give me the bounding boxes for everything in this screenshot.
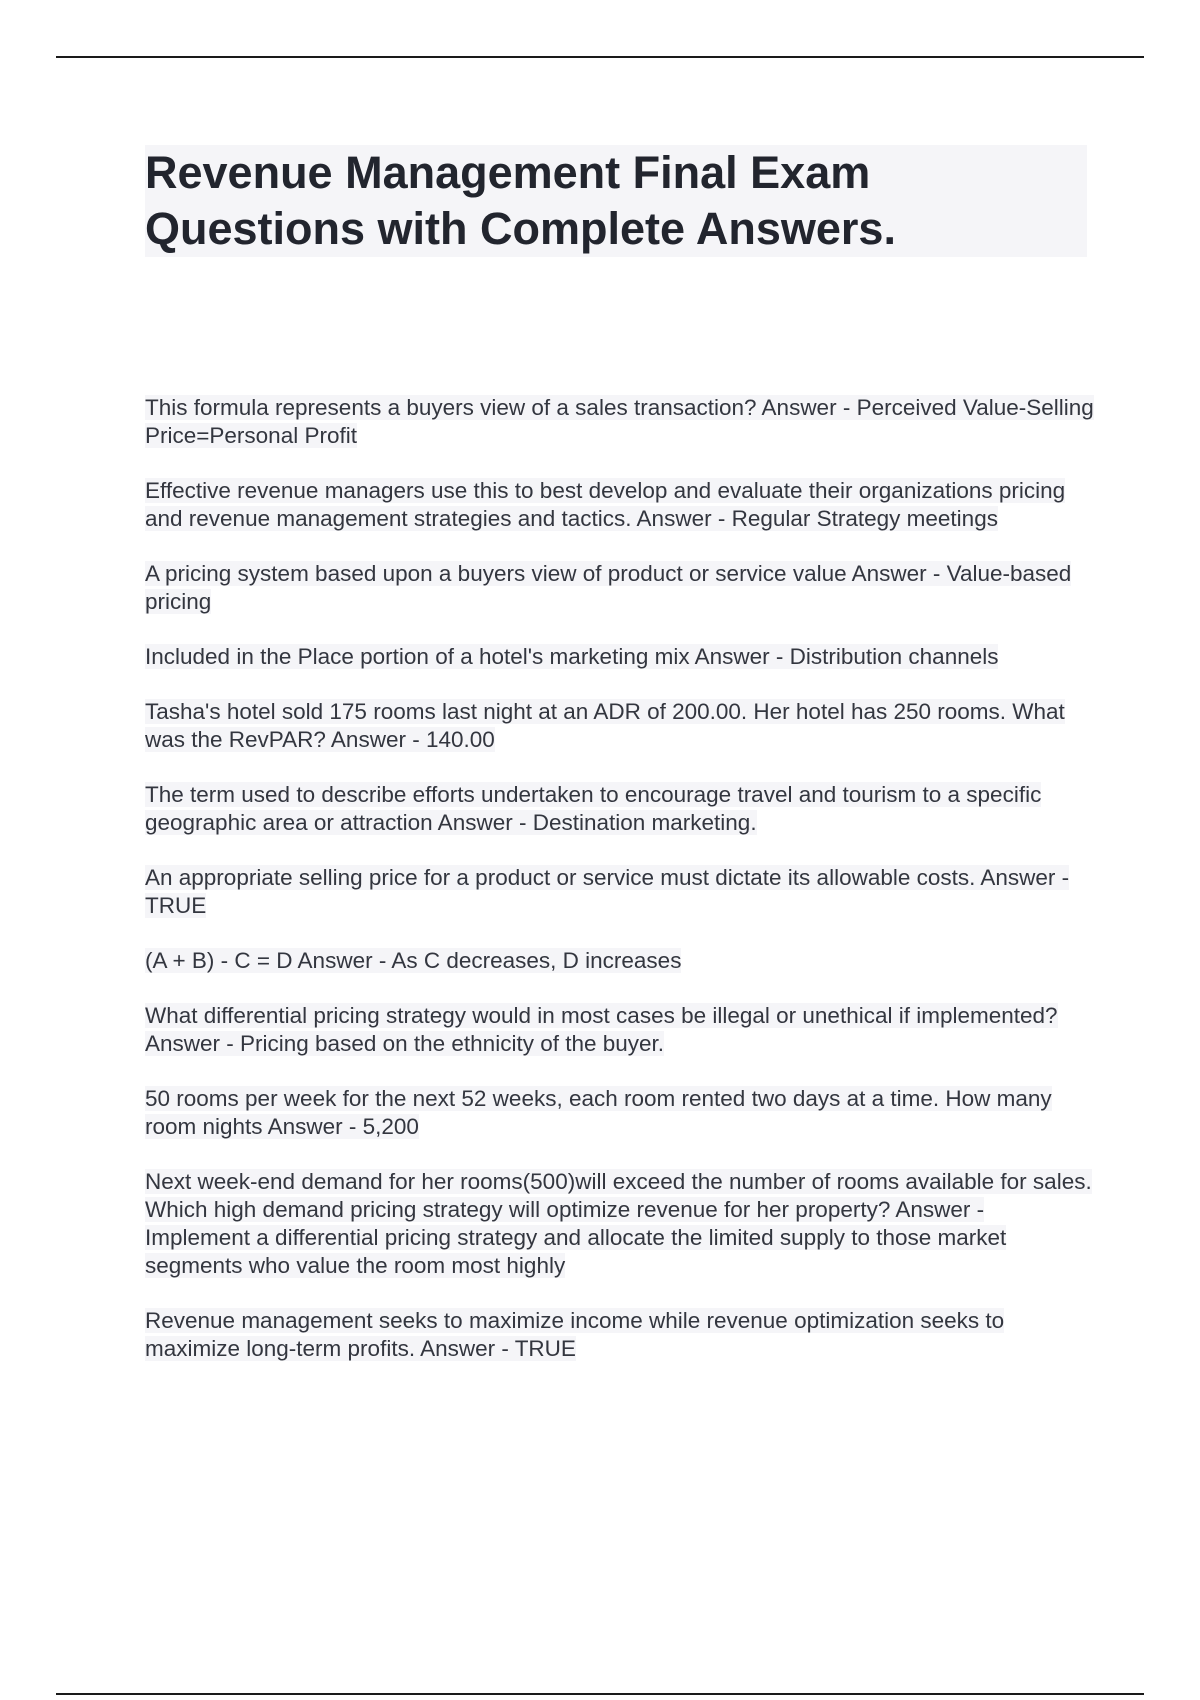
qa-item	[145, 1002, 1095, 1058]
qa-text: A pricing system based upon a buyers view of product or service value Answer - Value-based pricing	[145, 561, 1072, 614]
document-title: Revenue Management Final Exam Questions with Complete Answers.	[145, 147, 896, 254]
qa-item	[145, 698, 1095, 754]
qa-text: What differential pricing strategy would in most cases be illegal or unethical if implemented? Answer - Pricing based on the ethnicity of the buyer.	[145, 1003, 1058, 1056]
qa-item	[145, 864, 1095, 920]
qa-text: Tasha's hotel sold 175 rooms last night at an ADR of 200.00. Her hotel has 250 rooms. What was the RevPAR? Answer - 140.00	[145, 699, 1065, 752]
qa-text: An appropriate selling price for a product or service must dictate its allowable costs. Answer - TRUE	[145, 865, 1070, 918]
title-block	[145, 145, 1087, 257]
qa-item	[145, 1307, 1095, 1363]
qa-item	[145, 947, 1095, 975]
qa-text: Effective revenue managers use this to best develop and evaluate their organizations pricing and revenue management strategies and tactics. Answer - Regular Strategy meetings	[145, 478, 1066, 531]
qa-item	[145, 643, 1095, 671]
qa-text: This formula represents a buyers view of a sales transaction? Answer - Perceived Value-Selling Price=Personal Profit	[145, 395, 1094, 448]
qa-text: The term used to describe efforts undertaken to encourage travel and tourism to a specific geographic area or attraction Answer - Destination marketing.	[145, 782, 1042, 835]
qa-text: Next week-end demand for her rooms(500)will exceed the number of rooms available for sales. Which high demand pricing strategy will optimize revenue for her property? Answer - Implement a differential pricing strategy and allocate the limited supply to those market segments who value the room most highly	[145, 1169, 1092, 1278]
qa-item	[145, 477, 1095, 533]
qa-text: Revenue management seeks to maximize income while revenue optimization seeks to maximize long-term profits. Answer - TRUE	[145, 1308, 1005, 1361]
qa-item	[145, 1085, 1095, 1141]
qa-text: Included in the Place portion of a hotel's marketing mix Answer - Distribution channels	[145, 644, 999, 669]
qa-text: 50 rooms per week for the next 52 weeks, each room rented two days at a time. How many room nights Answer - 5,200	[145, 1086, 1052, 1139]
qa-item	[145, 394, 1095, 450]
qa-list	[145, 394, 1095, 1390]
bottom-rule	[56, 1693, 1144, 1695]
qa-item	[145, 560, 1095, 616]
qa-text: (A + B) - C = D Answer - As C decreases, D increases	[145, 948, 682, 973]
qa-item	[145, 1168, 1095, 1280]
top-rule	[56, 56, 1144, 58]
qa-item	[145, 781, 1095, 837]
